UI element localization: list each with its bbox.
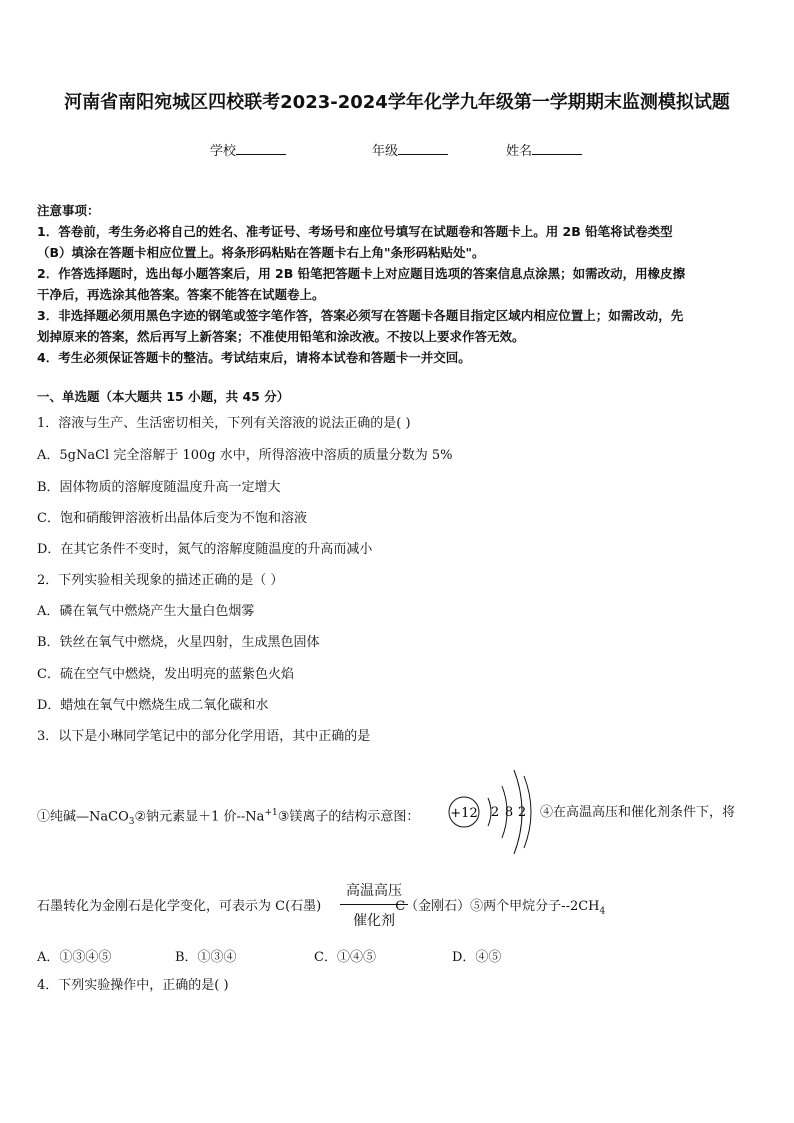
reaction-condition (338, 880, 410, 934)
notice-heading: 注意事项： (37, 203, 100, 218)
notice-item: 1．答卷前，考生务必将自己的姓名、准考证号、考场号和座位号填写在试题卷和答题卡上。用 2B 铅笔将试卷类型 (37, 224, 673, 239)
grade-blank (398, 142, 448, 155)
notice-item: 4．考生必须保证答题卡的整洁。考试结束后，请将本试卷和答题卡一并交回。 (37, 350, 471, 365)
option-c: C．①④⑤ (314, 950, 376, 965)
statement-1-text: ①纯碱—NaCO (37, 809, 129, 825)
option-d: D．在其它条件不变时，氮气的溶解度随温度的升高而减小 (37, 542, 373, 557)
notice-item: 干净后，再选涂其他答案。答案不能答在试题卷上。 (37, 287, 325, 302)
statement-5-text: C（金刚石）⑤两个甲烷分子--2CH (395, 899, 600, 914)
page-title: 河南省南阳宛城区四校联考2023-2024学年化学九年级第一学期期末监测模拟试题 (64, 92, 730, 113)
statement-2-text: ②钠元素显＋1 价--Na (134, 809, 265, 825)
condition-bottom: 催化剂 (353, 913, 395, 929)
school-blank (236, 142, 286, 155)
question-stem: 3．以下是小琳同学笔记中的部分化学用语，其中正确的是 (37, 729, 371, 744)
q3-statement-line-2 (37, 898, 605, 921)
grade-field (372, 140, 448, 159)
statement-3-text: ③镁离子的结构示意图： (277, 809, 420, 825)
option-c: C．饱和硝酸钾溶液析出晶体后变为不饱和溶液 (37, 511, 307, 526)
name-blank (532, 142, 582, 155)
notice-item: 3．非选择题必须用黑色字迹的钢笔或签字笔作答，答案必须写在答题卡各题目指定区域内相应位置上；如需改动，先 (37, 308, 684, 323)
option-b: B．铁丝在氧气中燃烧，火星四射，生成黑色固体 (37, 635, 320, 650)
notice-item: 2．作答选择题时，选出每小题答案后，用 2B 铅笔把答题卡上对应题目选项的答案信息点涂黑；如需改动，用橡皮擦 (37, 266, 686, 281)
shell-electrons-2: 8 (504, 805, 514, 820)
shell-electrons-1: 2 (490, 805, 500, 820)
option-b: B．①③④ (175, 950, 237, 965)
shell-electrons-3: 2 (517, 805, 527, 820)
option-c: C．硫在空气中燃烧，发出明亮的蓝紫色火焰 (37, 667, 294, 682)
school-label: 学校 (210, 144, 237, 159)
section-heading: 一、单选题（本大题共 15 小题，共 45 分） (37, 389, 290, 404)
option-a: A．5gNaCl 完全溶解于 100g 水中，所得溶液中溶质的质量分数为 5% (37, 448, 453, 463)
subscript: 4 (599, 906, 606, 917)
condition-bar (340, 904, 408, 905)
option-b: B．固体物质的溶解度随温度升高一定增大 (37, 480, 281, 495)
statement-4-text: ④在高温高压和催化剂条件下，将 (540, 805, 736, 820)
subscript: 3 (128, 816, 135, 827)
question-stem: 1．溶液与生产、生活密切相关，下列有关溶液的说法正确的是( ) (37, 416, 411, 431)
option-d: D．蜡烛在氧气中燃烧生成二氧化碳和水 (37, 698, 269, 713)
notice-item: （B）填涂在答题卡相应位置上。将条形码粘贴在答题卡右上角"条形码粘贴处"。 (37, 245, 485, 260)
condition-top: 高温高压 (346, 883, 402, 899)
nucleus-charge: +12 (450, 806, 478, 821)
magnesium-ion-structure-diagram (440, 768, 540, 858)
option-a: A．①③④⑤ (37, 950, 112, 965)
grade-label: 年级 (372, 144, 399, 159)
statement-4-equation-left: 石墨转化为金刚石是化学变化，可表示为 C(石墨) (37, 899, 322, 914)
student-info-row (0, 140, 794, 160)
superscript: +1 (264, 808, 278, 818)
option-d: D．④⑤ (452, 950, 502, 965)
name-field (506, 140, 582, 159)
school-field (210, 140, 286, 159)
notice-item: 划掉原来的答案，然后再写上新答案；不准使用铅笔和涂改液。不按以上要求作答无效。 (37, 329, 525, 344)
question-stem: 2．下列实验相关现象的描述正确的是（ ） (37, 573, 284, 588)
q3-statement-line-1 (37, 804, 419, 831)
question-stem: 4．下列实验操作中，正确的是( ) (37, 978, 229, 993)
option-a: A．磷在氧气中燃烧产生大量白色烟雾 (37, 604, 255, 619)
name-label: 姓名 (506, 144, 533, 159)
